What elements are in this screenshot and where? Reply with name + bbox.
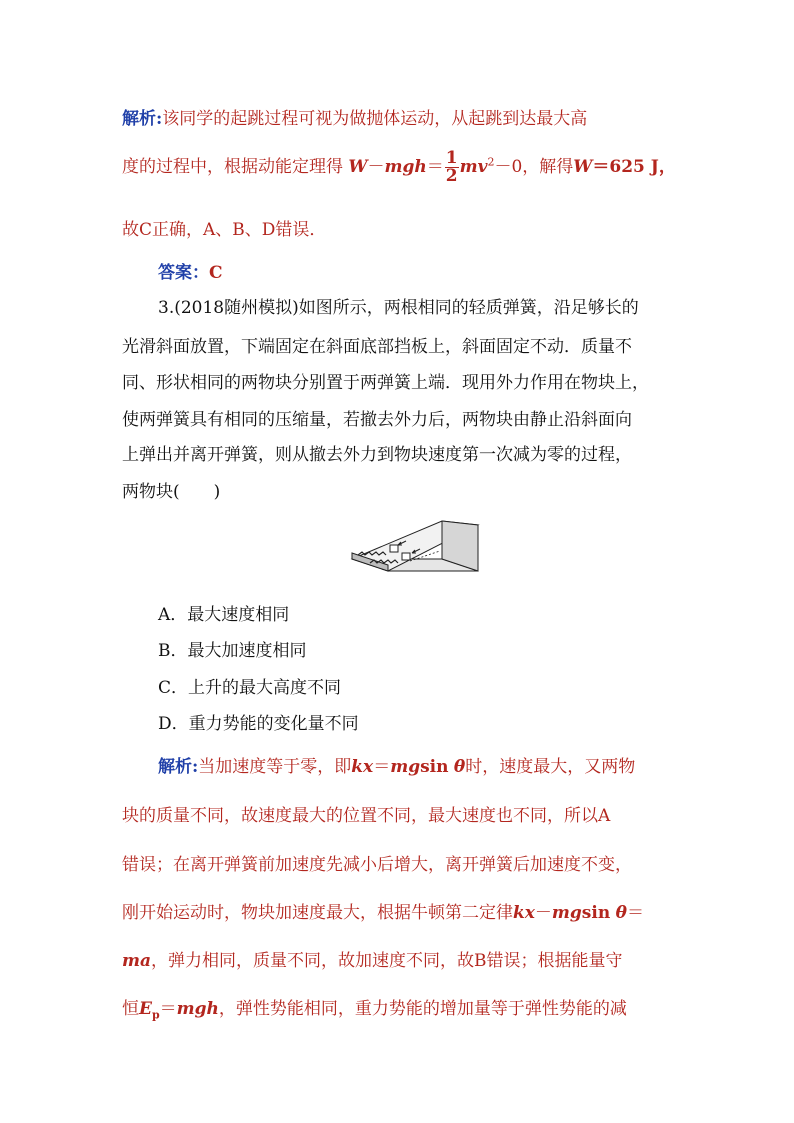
option-d [158,709,359,734]
solution1-text2: 度的过程中，根据动能定理得 [122,157,343,177]
solution2-text1b: 时，速度最大，又两物 [465,757,636,777]
question-text5: 上弹出并离开弹簧，则从撤去外力到物块速度第一次减为零的过程， [122,445,632,465]
question-line1 [158,293,639,318]
solution1-text1: 该同学的起跳过程可视为做抛体运动，从起跳到达最大高 [162,109,588,129]
equals-sign: ＝ [426,157,444,177]
question-text1: 3.(2018随州模拟)如图所示，两根相同的轻质弹簧，沿足够长的 [158,298,639,318]
var-theta: θ [453,757,466,777]
var-W2: W [573,157,593,177]
fraction-numerator: 1 [445,148,458,168]
solution2-line1 [158,752,635,777]
solution2-line5 [122,946,623,971]
solution1-text2b: －0，解得 [494,157,574,177]
var-mv: mv [459,157,488,177]
solution2-text6a: 恒 [122,999,139,1019]
var-mg: mg [390,757,421,777]
question-line5 [122,440,632,465]
exponent: 2 [487,155,495,169]
solution2-line3 [122,850,632,875]
minus-sign: － [534,903,552,923]
var-ma: ma [122,951,152,971]
answer-label: 答案： [158,263,209,283]
solution2-text6b: ，弹性势能相同，重力势能的增加量等于弹性势能的减 [218,999,627,1019]
equals-sign: ＝ [626,903,644,923]
solution1-line2 [122,150,676,185]
equals-sign: ＝ [373,757,391,777]
question-line4 [122,405,632,430]
solution2-text3: 错误；在离开弹簧前加速度先减小后增大，离开弹簧后加速度不变， [122,855,632,875]
solution2-text5: ，弹力相同，质量不同，故加速度不同，故B错误；根据能量守 [151,951,623,971]
solution1-result: ＝625 J， [592,157,676,177]
question-text3: 同、形状相同的两物块分别置于两弹簧上端．现用外力作用在物块上， [122,373,649,393]
solution2-label: 解析: [158,757,199,777]
answer-line [158,258,223,283]
var-E: E [139,999,152,1019]
solution2-line4 [122,898,644,923]
option-c [158,673,341,698]
option-b-text: B．最大加速度相同 [158,641,307,661]
incline-springs-diagram [348,515,482,583]
option-b [158,636,307,661]
var-mgh: mgh [176,999,219,1019]
var-kx: kx [351,757,374,777]
question-line2 [122,332,632,357]
question-text2: 光滑斜面放置，下端固定在斜面底部挡板上，斜面固定不动．质量不 [122,337,632,357]
fraction-denominator: 2 [445,166,458,186]
option-a-text: A．最大速度相同 [158,605,290,625]
fraction-half [445,150,459,185]
equals-sign: ＝ [159,999,177,1019]
var-mgh: mgh [384,157,427,177]
question-text6: 两物块( ) [122,482,221,502]
var-theta: θ [615,903,627,923]
solution-label: 解析: [122,109,163,129]
option-a [158,600,289,625]
var-W: W [348,157,368,177]
option-c-text: C．上升的最大高度不同 [158,678,342,698]
question-line6 [122,477,220,502]
solution2-text4a: 刚开始运动时，物块加速度最大，根据牛顿第二定律 [122,903,513,923]
solution1-line1 [122,104,587,129]
solution1-line3 [122,215,326,240]
sin-text: sin [581,903,611,923]
question-text4: 使两弹簧具有相同的压缩量，若撤去外力后，两物块由静止沿斜面向 [122,410,632,430]
question-line3 [122,368,649,393]
solution1-text3: 故C正确，A、B、D错误． [122,220,327,240]
solution2-line6 [122,994,627,1021]
var-kx: kx [513,903,535,923]
block-2 [402,553,410,560]
var-mg: mg [551,903,582,923]
subscript-p: p [151,1008,160,1022]
minus-sign: － [367,157,385,177]
solution2-text2: 块的质量不同，故速度最大的位置不同，最大速度也不同，所以A [122,806,611,826]
solution2-line2 [122,801,610,826]
block-1 [390,545,398,552]
sin-text: sin [420,757,449,777]
solution2-text1a: 当加速度等于零，即 [198,757,352,777]
answer-value: C [209,263,223,283]
option-d-text: D．重力势能的变化量不同 [158,714,359,734]
